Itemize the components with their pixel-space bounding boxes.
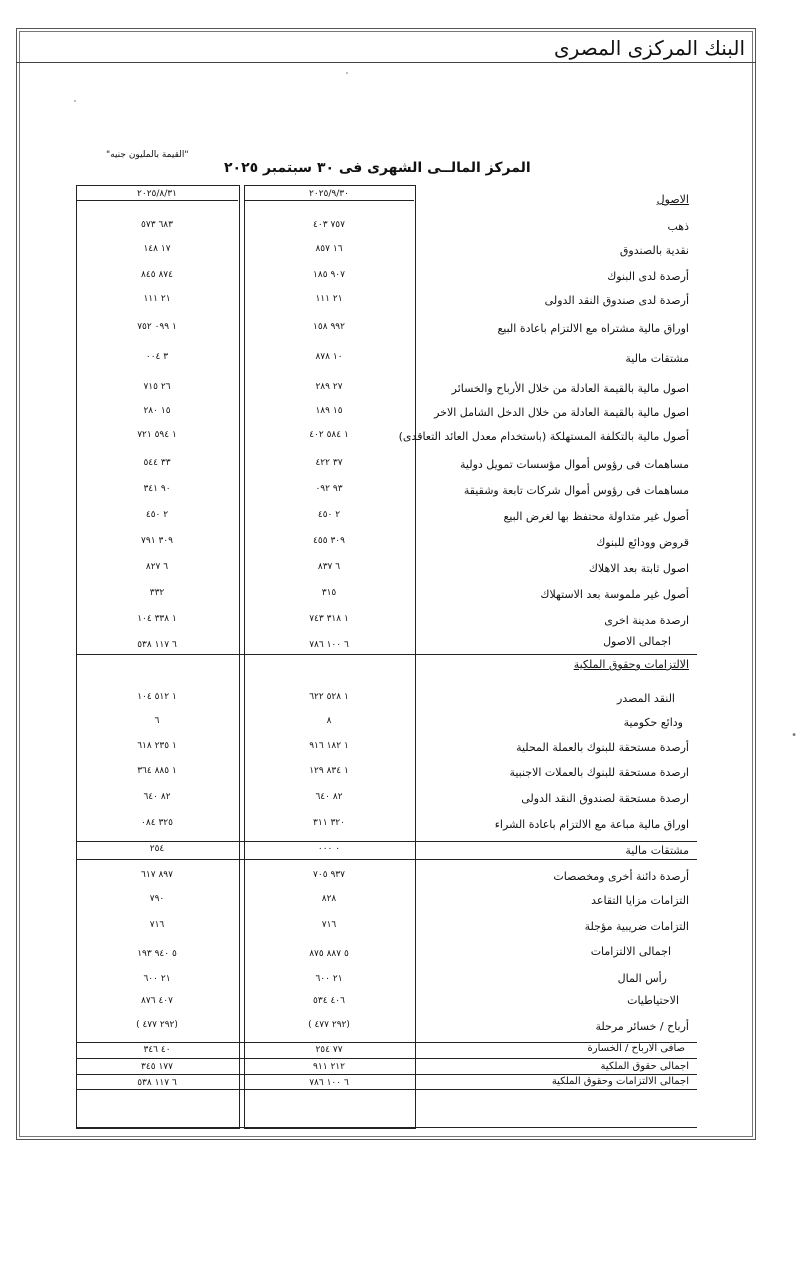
rule bbox=[76, 200, 238, 201]
row-value-current: ١٦ ٨٥٧ bbox=[315, 244, 343, 254]
row-label: أرصدة مستحقة للبنوك بالعملة المحلية bbox=[516, 741, 689, 754]
row-value-current: ٣٧ ٤٢٢ bbox=[315, 458, 343, 468]
total-liabilities-current: ٥ ٨٨٧ ٨٧٥ bbox=[309, 949, 349, 959]
row-value-previous: ٨٩٧ ٦١٧ bbox=[141, 870, 173, 880]
section-header-assets: الاصول bbox=[656, 193, 689, 206]
row-value-previous: ٢٦ ٧١٥ bbox=[143, 382, 171, 392]
total-liabilities-previous: ٥ ٩٤٠ ١٩٣ bbox=[137, 949, 177, 959]
row-value-current: ١ ١٨٢ ٩١٦ bbox=[309, 741, 349, 751]
total-equity-previous: ١٧٧ ٣٤٥ bbox=[141, 1062, 173, 1072]
row-value-current: ١ ٥٨٤ ٤٠٢ bbox=[309, 430, 349, 440]
row-value-previous: ٢٥٤ bbox=[149, 844, 165, 854]
row-label: صافى الارباح / الخسارة bbox=[587, 1043, 685, 1054]
row-value-current: ٢١ ٦٠٠ bbox=[315, 974, 343, 984]
grand-total-previous: ٦ ١١٧ ٥٣٨ bbox=[137, 1078, 177, 1088]
row-label: أصول غير ملموسة بعد الاستهلاك bbox=[540, 588, 689, 601]
row-label: مساهمات فى رؤوس أموال مؤسسات تمويل دولية bbox=[460, 458, 689, 471]
total-liabilities-label: اجمالى الالتزامات bbox=[590, 945, 671, 958]
row-label: أرصدة دائنة أخرى ومخصصات bbox=[553, 870, 689, 883]
row-value-previous: ١ ٠٩٩ ٧٥٢ bbox=[137, 322, 177, 332]
row-label: مشتقات مالية bbox=[625, 844, 689, 857]
row-value-previous: ٣٣ ٥٤٤ bbox=[143, 458, 171, 468]
row-value-previous: ٩٠ ٣٤١ bbox=[143, 484, 171, 494]
row-value-current: ١ ٥٢٨ ٦٢٢ bbox=[309, 692, 349, 702]
row-label: قروض وودائع للبنوك bbox=[596, 536, 689, 549]
rule bbox=[76, 1127, 697, 1128]
row-value-current: ٤٠٦ ٥٣٤ bbox=[313, 996, 345, 1006]
row-value-previous: ٣ ٠٠٤ bbox=[145, 352, 169, 362]
row-label: مشتقات مالية bbox=[625, 352, 689, 365]
total-assets-previous: ٦ ١١٧ ٥٣٨ bbox=[137, 640, 177, 650]
row-value-current: ٣١٥ bbox=[321, 588, 337, 598]
row-value-current: ١ ٨٣٤ ١٢٩ bbox=[309, 766, 349, 776]
row-label: أرصدة لدى البنوك bbox=[607, 270, 689, 283]
rule bbox=[76, 1089, 697, 1090]
scan-speck bbox=[74, 100, 76, 102]
rule bbox=[76, 859, 697, 860]
row-value-current: ٧٥٧ ٤٠٣ bbox=[313, 220, 345, 230]
row-label: التزامات مزايا التقاعد bbox=[591, 894, 689, 907]
scan-speck bbox=[346, 72, 348, 74]
row-value-current: ٩٣ ٠٩٢ bbox=[315, 484, 343, 494]
row-label: أرباح / خسائر مرحلة bbox=[595, 1020, 689, 1033]
row-value-current: ٠ ٠٠٠ bbox=[317, 844, 341, 854]
row-value-current: ١٠ ٨٧٨ bbox=[315, 352, 343, 362]
row-value-previous: ١٥ ٢٨٠ bbox=[143, 406, 171, 416]
row-value-current: ٣٠٩ ٤٥٥ bbox=[313, 536, 345, 546]
row-value-previous: ٢١ ٦٠٠ bbox=[143, 974, 171, 984]
total-equity-current: ٢١٢ ٩١١ bbox=[313, 1062, 345, 1072]
statement-title: المركز المالــى الشهرى فى ٣٠ سبتمبر ٢٠٢٥ bbox=[224, 160, 531, 176]
row-value-current: ٩٠٧ ١٨٥ bbox=[313, 270, 345, 280]
row-label: ارصدة مستحقة للبنوك بالعملات الاجنبية bbox=[509, 766, 689, 779]
total-assets-current: ٦ ١٠٠ ٧٨٦ bbox=[309, 640, 349, 650]
row-label: الاحتياطيات bbox=[627, 994, 679, 1007]
row-label: ارصدة مدينة اخرى bbox=[604, 614, 689, 627]
row-value-current: ١ ٣١٨ ٧٤٣ bbox=[309, 614, 349, 624]
row-value-current: ( ٢٩٢ ٤٧٧) bbox=[308, 1020, 350, 1030]
row-value-previous: ٣٢٥ ٠٨٤ bbox=[141, 818, 173, 828]
row-value-current: ٨٢ ٦٤٠ bbox=[315, 792, 343, 802]
row-value-current: ٨٢٨ bbox=[321, 894, 337, 904]
row-value-previous: ( ٢٩٢ ٤٧٧) bbox=[136, 1020, 178, 1030]
row-value-current: ٧٧ ٢٥٤ bbox=[315, 1045, 343, 1055]
row-value-current: ٢ ٤٥٠ bbox=[317, 510, 341, 520]
rule bbox=[76, 654, 697, 655]
row-value-previous: ١ ٥١٢ ١٠٤ bbox=[137, 692, 177, 702]
row-label: أرصدة لدى صندوق النقد الدولى bbox=[544, 294, 689, 307]
row-value-previous: ٢ ٤٥٠ bbox=[145, 510, 169, 520]
total-assets-label: اجمالى الاصول bbox=[603, 635, 671, 648]
total-equity-label: اجمالى حقوق الملكية bbox=[600, 1061, 689, 1072]
grand-total-label: اجمالى الالتزامات وحقوق الملكية bbox=[551, 1076, 689, 1087]
row-label: اصول مالية بالقيمة العادلة من خلال الدخل الشامل الاخر bbox=[434, 406, 689, 419]
row-value-previous: ٧١٦ bbox=[149, 920, 165, 930]
row-value-previous: ٤٠٧ ٨٧٦ bbox=[141, 996, 173, 1006]
row-label: ودائع حكومية bbox=[623, 716, 683, 729]
rule bbox=[76, 841, 697, 842]
row-value-previous: ٨٢ ٦٤٠ bbox=[143, 792, 171, 802]
row-value-previous: ٧٩٠ bbox=[149, 894, 165, 904]
row-value-current: ٧١٦ bbox=[321, 920, 337, 930]
row-value-previous: ٣٣٢ bbox=[149, 588, 165, 598]
row-value-previous: ١ ٥٩٤ ٧٢١ bbox=[137, 430, 177, 440]
row-label: اوراق مالية مباعة مع الالتزام باعادة الشراء bbox=[494, 818, 689, 831]
financial-position-table bbox=[76, 178, 697, 1285]
row-value-current: ٣٢٠ ٣١١ bbox=[313, 818, 345, 828]
bank-name: البنك المركزى المصرى bbox=[554, 36, 745, 60]
section-header-liabilities: الالتزامات وحقوق الملكية bbox=[573, 658, 689, 671]
row-value-previous: ١ ٢٣٥ ٦١٨ bbox=[137, 741, 177, 751]
row-label: أصول مالية بالتكلفة المستهلكة (باستخدام معدل العائد التعاقدى) bbox=[398, 430, 689, 443]
row-label: اصول مالية بالقيمة العادلة من خلال الأرباح والخسائر bbox=[451, 382, 689, 395]
row-label: نقدية بالصندوق bbox=[619, 244, 689, 257]
column-header-previous: ٢٠٢٥/٨/٣١ bbox=[137, 189, 177, 199]
row-label: رأس المال bbox=[617, 972, 667, 985]
header-divider bbox=[16, 62, 756, 63]
row-value-current: ٨ bbox=[326, 716, 332, 726]
column-header-current: ٢٠٢٥/٩/٣٠ bbox=[309, 189, 349, 199]
row-value-current: ٩٩٢ ١٥٨ bbox=[313, 322, 345, 332]
rule bbox=[76, 1058, 697, 1059]
row-value-previous: ٣٠٩ ٧٩١ bbox=[141, 536, 173, 546]
value-unit-note: "القيمة بالمليون جنيه" bbox=[106, 150, 189, 160]
row-value-current: ٢١ ١١١ bbox=[315, 294, 343, 304]
row-label: التزامات ضريبية مؤجلة bbox=[584, 920, 689, 933]
row-label: اوراق مالية مشتراه مع الالتزام باعادة البيع bbox=[497, 322, 689, 335]
grand-total-current: ٦ ١٠٠ ٧٨٦ bbox=[309, 1078, 349, 1088]
row-label: ارصدة مستحقة لصندوق النقد الدولى bbox=[521, 792, 689, 805]
row-value-current: ٢٧ ٢٨٩ bbox=[315, 382, 343, 392]
row-value-previous: ٦ bbox=[154, 716, 160, 726]
row-value-previous: ١ ٣٣٨ ١٠٤ bbox=[137, 614, 177, 624]
row-value-current: ١٥ ١٨٩ bbox=[315, 406, 343, 416]
row-label: مساهمات فى رؤوس أموال شركات تابعة وشقيقة bbox=[463, 484, 689, 497]
row-value-previous: ٦٨٣ ٥٧٣ bbox=[141, 220, 173, 230]
row-label: النقد المصدر bbox=[617, 692, 675, 705]
row-label: اصول ثابتة بعد الاهلاك bbox=[588, 562, 689, 575]
row-value-previous: ٢١ ١١١ bbox=[143, 294, 171, 304]
rule bbox=[76, 1074, 697, 1075]
row-value-current: ٦ ٨٣٧ bbox=[317, 562, 341, 572]
row-value-previous: ٦ ٨٢٧ bbox=[145, 562, 169, 572]
row-value-previous: ١٧ ١٤٨ bbox=[143, 244, 171, 254]
row-value-current: ٩٣٧ ٧٠٥ bbox=[313, 870, 345, 880]
row-value-previous: ٤٠ ٣٤٦ bbox=[143, 1045, 171, 1055]
scan-mark: • bbox=[791, 730, 797, 741]
row-label: ذهب bbox=[667, 220, 689, 233]
row-value-previous: ٨٧٤ ٨٤٥ bbox=[141, 270, 173, 280]
row-label: أصول غير متداولة محتفظ بها لغرض البيع bbox=[503, 510, 689, 523]
row-value-previous: ١ ٨٨٥ ٣٦٤ bbox=[137, 766, 177, 776]
rule bbox=[244, 200, 414, 201]
